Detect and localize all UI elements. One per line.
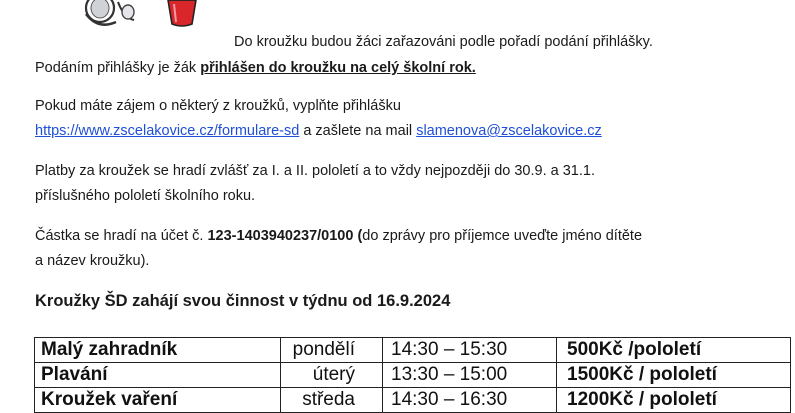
signup-line-1: Pokud máte zájem o některý z kroužků, vyplňte přihlášku (35, 98, 401, 114)
signup-middle-text: a zašlete na mail (299, 123, 417, 139)
payment-line-2: příslušného pololetí školního roku. (35, 188, 256, 204)
signup-line-2 (35, 122, 602, 140)
intro-line-2 (35, 59, 476, 77)
email-link[interactable]: slamenova@zscelakovice.cz (416, 123, 602, 139)
account-suffix: do zprávy pro příjemce uveďte jméno dítěte (362, 228, 643, 244)
schedule-heading: Kroužky ŠD zahájí svou činnost v týdnu od 16.9.2024 (35, 292, 451, 310)
enrollment-notice: přihlášen do kroužku na celý školní rok. (200, 60, 476, 76)
payment-line-1: Platby za kroužek se hradí zvlášť za I. a II. pololetí a to vždy nejpozději do 30.9. a 31.1. (35, 163, 595, 179)
club-name: Plavání (35, 363, 281, 388)
intro-line-2-prefix: Podáním přihlášky je žák (35, 60, 201, 76)
table-row (35, 338, 791, 363)
club-day: středa (281, 388, 383, 413)
club-time: 14:30 – 15:30 (383, 338, 557, 363)
form-link[interactable]: https://www.zscelakovice.cz/formulare-sd (35, 123, 300, 139)
club-day: úterý (281, 363, 383, 388)
schedule-table (34, 337, 791, 413)
club-price: 1500Kč / pololetí (557, 363, 791, 388)
account-prefix: Částka se hradí na účet č. (35, 228, 208, 244)
club-day: pondělí (281, 338, 383, 363)
table-row (35, 388, 791, 413)
club-name: Malý zahradník (35, 338, 281, 363)
intro-line-1: Do kroužku budou žáci zařazováni podle pořadí podání přihlášky. (234, 34, 653, 50)
club-price: 500Kč /pololetí (557, 338, 791, 363)
account-line-2: a název kroužku). (35, 253, 150, 269)
account-number: 123-1403940237/0100 ( (207, 228, 363, 244)
club-time: 14:30 – 16:30 (383, 388, 557, 413)
club-time: 13:30 – 15:00 (383, 363, 557, 388)
school-club-logo-icon (78, 0, 198, 32)
account-line-1 (35, 227, 642, 245)
club-name: Kroužek vaření (35, 388, 281, 413)
club-price: 1200Kč / pololetí (557, 388, 791, 413)
table-row (35, 363, 791, 388)
